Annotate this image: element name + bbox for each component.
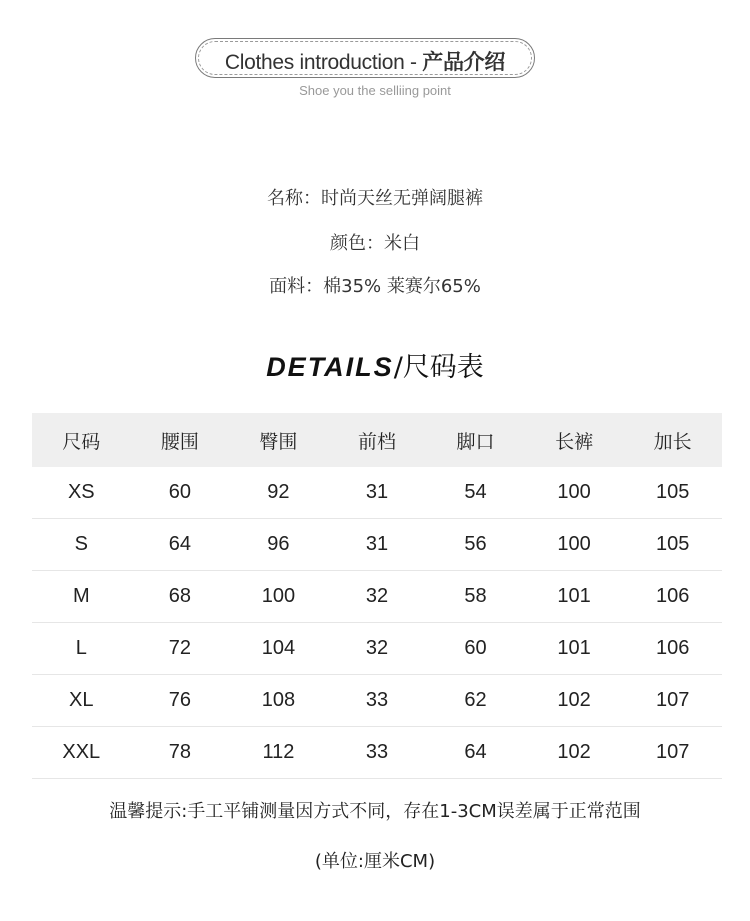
product-name: 名称：时尚天丝无弹阔腿裤 xyxy=(267,188,483,209)
table-cell: 56 xyxy=(426,519,525,571)
table-row xyxy=(32,467,722,519)
table-cell: 78 xyxy=(131,727,230,779)
table-cell: 105 xyxy=(623,467,722,519)
column-header-front-rise: 前档 xyxy=(328,413,427,467)
table-cell: 58 xyxy=(426,571,525,623)
column-header-long-length: 加长 xyxy=(623,413,722,467)
table-cell: 108 xyxy=(229,675,328,727)
table-cell: 31 xyxy=(328,467,427,519)
table-cell: 106 xyxy=(623,623,722,675)
table-cell: S xyxy=(32,519,131,571)
table-cell: 64 xyxy=(426,727,525,779)
table-cell: 96 xyxy=(229,519,328,571)
table-cell: 68 xyxy=(131,571,230,623)
table-cell: 32 xyxy=(328,623,427,675)
table-cell: 102 xyxy=(525,675,624,727)
table-cell: 60 xyxy=(426,623,525,675)
table-cell: 76 xyxy=(131,675,230,727)
table-row xyxy=(32,571,722,623)
table-row xyxy=(32,727,722,779)
table-cell: 64 xyxy=(131,519,230,571)
column-header-hip: 臀围 xyxy=(229,413,328,467)
product-fabric: 面料：棉35% 莱赛尔65% xyxy=(269,276,481,297)
table-cell: 105 xyxy=(623,519,722,571)
table-cell: 92 xyxy=(229,467,328,519)
table-cell: 106 xyxy=(623,571,722,623)
header-title xyxy=(195,46,535,76)
table-cell: 60 xyxy=(131,467,230,519)
header-title-en: Clothes introduction - xyxy=(224,51,423,74)
column-header-waist: 腰围 xyxy=(131,413,230,467)
size-table xyxy=(32,413,722,779)
table-cell: XL xyxy=(32,675,131,727)
table-cell: M xyxy=(32,571,131,623)
table-cell: 100 xyxy=(525,467,624,519)
table-cell: 33 xyxy=(328,727,427,779)
table-cell: 107 xyxy=(623,727,722,779)
table-row xyxy=(32,519,722,571)
table-cell: 101 xyxy=(525,571,624,623)
table-cell: 54 xyxy=(426,467,525,519)
header-subtitle: Shoe you the selliing point xyxy=(299,83,451,98)
table-cell: 100 xyxy=(229,571,328,623)
measurement-tip: 温馨提示:手工平铺测量因方式不同，存在1-3CM误差属于正常范围 xyxy=(109,801,641,822)
table-cell: 100 xyxy=(525,519,624,571)
table-cell: 104 xyxy=(229,623,328,675)
table-cell: XXL xyxy=(32,727,131,779)
column-header-size: 尺码 xyxy=(32,413,131,467)
column-header-leg-opening: 脚口 xyxy=(426,413,525,467)
table-cell: 32 xyxy=(328,571,427,623)
table-cell: 72 xyxy=(131,623,230,675)
details-title xyxy=(0,345,750,384)
table-cell: 31 xyxy=(328,519,427,571)
header-badge xyxy=(195,38,535,78)
table-cell: 102 xyxy=(525,727,624,779)
table-cell: L xyxy=(32,623,131,675)
column-header-length: 长裤 xyxy=(525,413,624,467)
header-title-cn: 产品介绍 xyxy=(422,51,506,74)
table-cell: 112 xyxy=(229,727,328,779)
details-title-en: DETAILS xyxy=(266,352,394,382)
table-row xyxy=(32,623,722,675)
size-table-header-row xyxy=(32,413,722,467)
table-cell: 62 xyxy=(426,675,525,727)
details-title-cn: /尺码表 xyxy=(393,352,484,383)
unit-note: (单位:厘米CM) xyxy=(314,851,436,872)
table-row xyxy=(32,675,722,727)
table-cell: XS xyxy=(32,467,131,519)
product-color: 颜色：米白 xyxy=(330,233,420,254)
table-cell: 101 xyxy=(525,623,624,675)
table-cell: 33 xyxy=(328,675,427,727)
table-cell: 107 xyxy=(623,675,722,727)
